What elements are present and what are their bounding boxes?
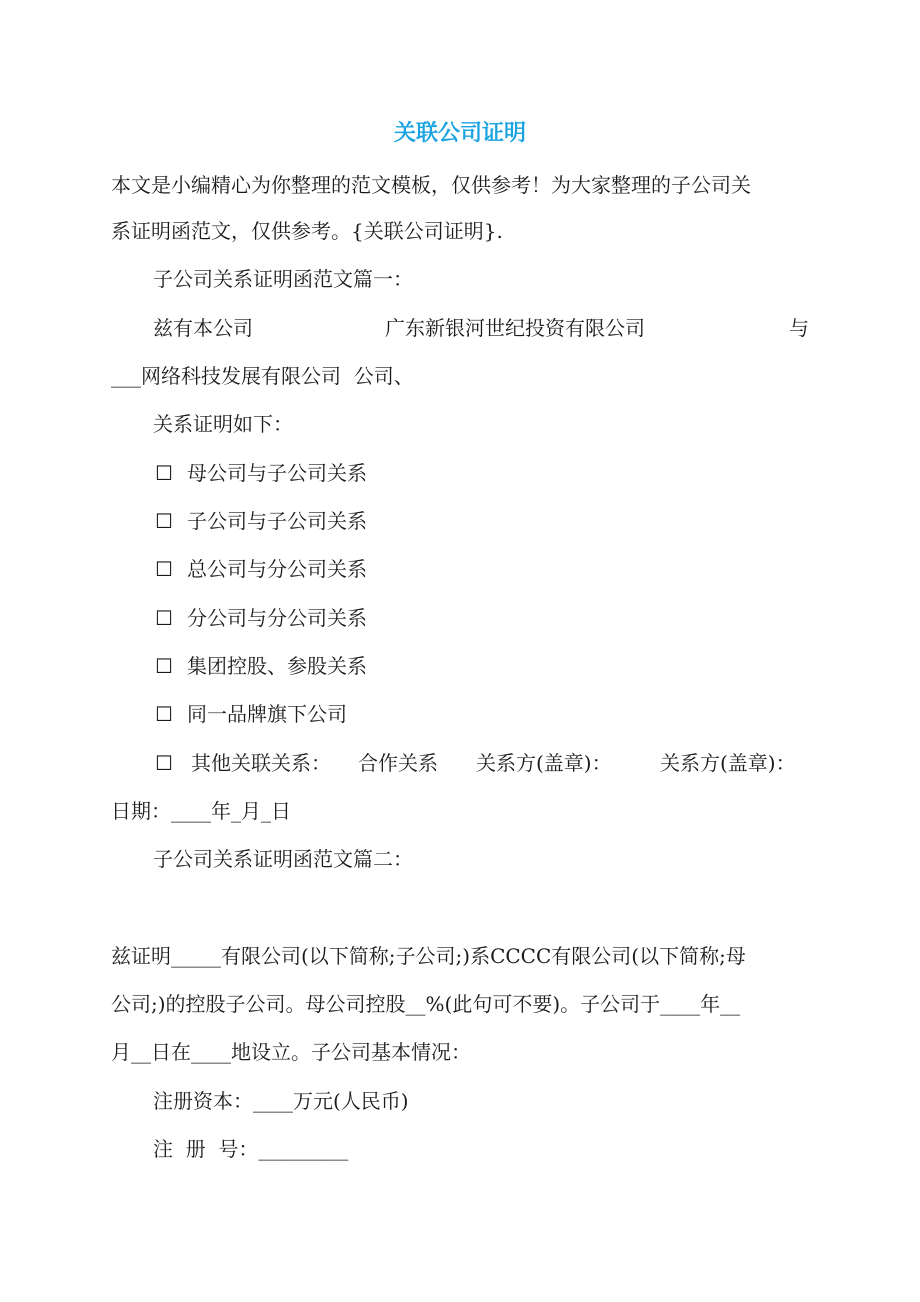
para1-prefix: 兹有本公司 — [153, 316, 253, 340]
checkbox-icon[interactable]: ☐ — [155, 751, 173, 775]
other-relation-label: 其他关联关系： — [191, 751, 331, 775]
checkbox-icon[interactable]: ☐ — [155, 557, 173, 581]
option-row — [0, 506, 920, 536]
section-2-heading: 子公司关系证明函范文篇二： — [153, 847, 413, 871]
other-relation-row — [0, 748, 920, 778]
option-label: 母公司与子公司关系 — [187, 461, 367, 485]
option-row — [0, 458, 920, 488]
paragraph-2-line-2: 公司;)的控股子公司。母公司控股__%(此句可不要)。子公司于____年__ — [111, 992, 741, 1016]
checkbox-icon[interactable]: ☐ — [155, 702, 173, 726]
date-line: 日期：____年_月_日 — [111, 799, 291, 823]
paragraph-1-line-2: ___网络科技发展有限公司 公司、 — [111, 364, 414, 388]
document-title: 关联公司证明 — [393, 120, 526, 146]
option-row — [0, 603, 920, 633]
checkbox-icon[interactable]: ☐ — [155, 461, 173, 485]
checkbox-icon[interactable]: ☐ — [155, 654, 173, 678]
paragraph-2-line-3: 月__日在____地设立。子公司基本情况： — [111, 1040, 471, 1064]
option-label: 总公司与分公司关系 — [187, 557, 367, 581]
option-row — [0, 554, 920, 584]
option-row — [0, 651, 920, 681]
seal-party-2: 关系方(盖章)： — [660, 751, 796, 775]
other-relation-value: 合作关系 — [358, 751, 438, 775]
option-label: 分公司与分公司关系 — [187, 606, 367, 630]
intro-line-2: 系证明函范文，仅供参考。{关联公司证明}. — [111, 219, 503, 243]
section-1-heading: 子公司关系证明函范文篇一： — [153, 267, 413, 291]
registered-capital: 注册资本：____万元(人民币) — [153, 1089, 409, 1113]
option-label: 子公司与子公司关系 — [187, 509, 367, 533]
registration-number: 注 册 号：_________ — [153, 1137, 349, 1161]
paragraph-1-line-1 — [0, 313, 920, 343]
option-label: 集团控股、参股关系 — [187, 654, 367, 678]
checkbox-icon[interactable]: ☐ — [155, 606, 173, 630]
seal-party-1: 关系方(盖章)： — [476, 751, 612, 775]
option-row — [0, 699, 920, 729]
para1-with: 与 — [789, 316, 809, 340]
paragraph-2-line-1: 兹证明_____有限公司(以下简称;子公司;)系CCCC有限公司(以下简称;母 — [111, 944, 746, 968]
intro-line-1: 本文是小编精心为你整理的范文模板，仅供参考！为大家整理的子公司关 — [111, 173, 751, 197]
option-label: 同一品牌旗下公司 — [187, 702, 347, 726]
para1-company: 广东新银河世纪投资有限公司 — [385, 316, 645, 340]
checkbox-icon[interactable]: ☐ — [155, 509, 173, 533]
relation-heading: 关系证明如下： — [153, 412, 293, 436]
